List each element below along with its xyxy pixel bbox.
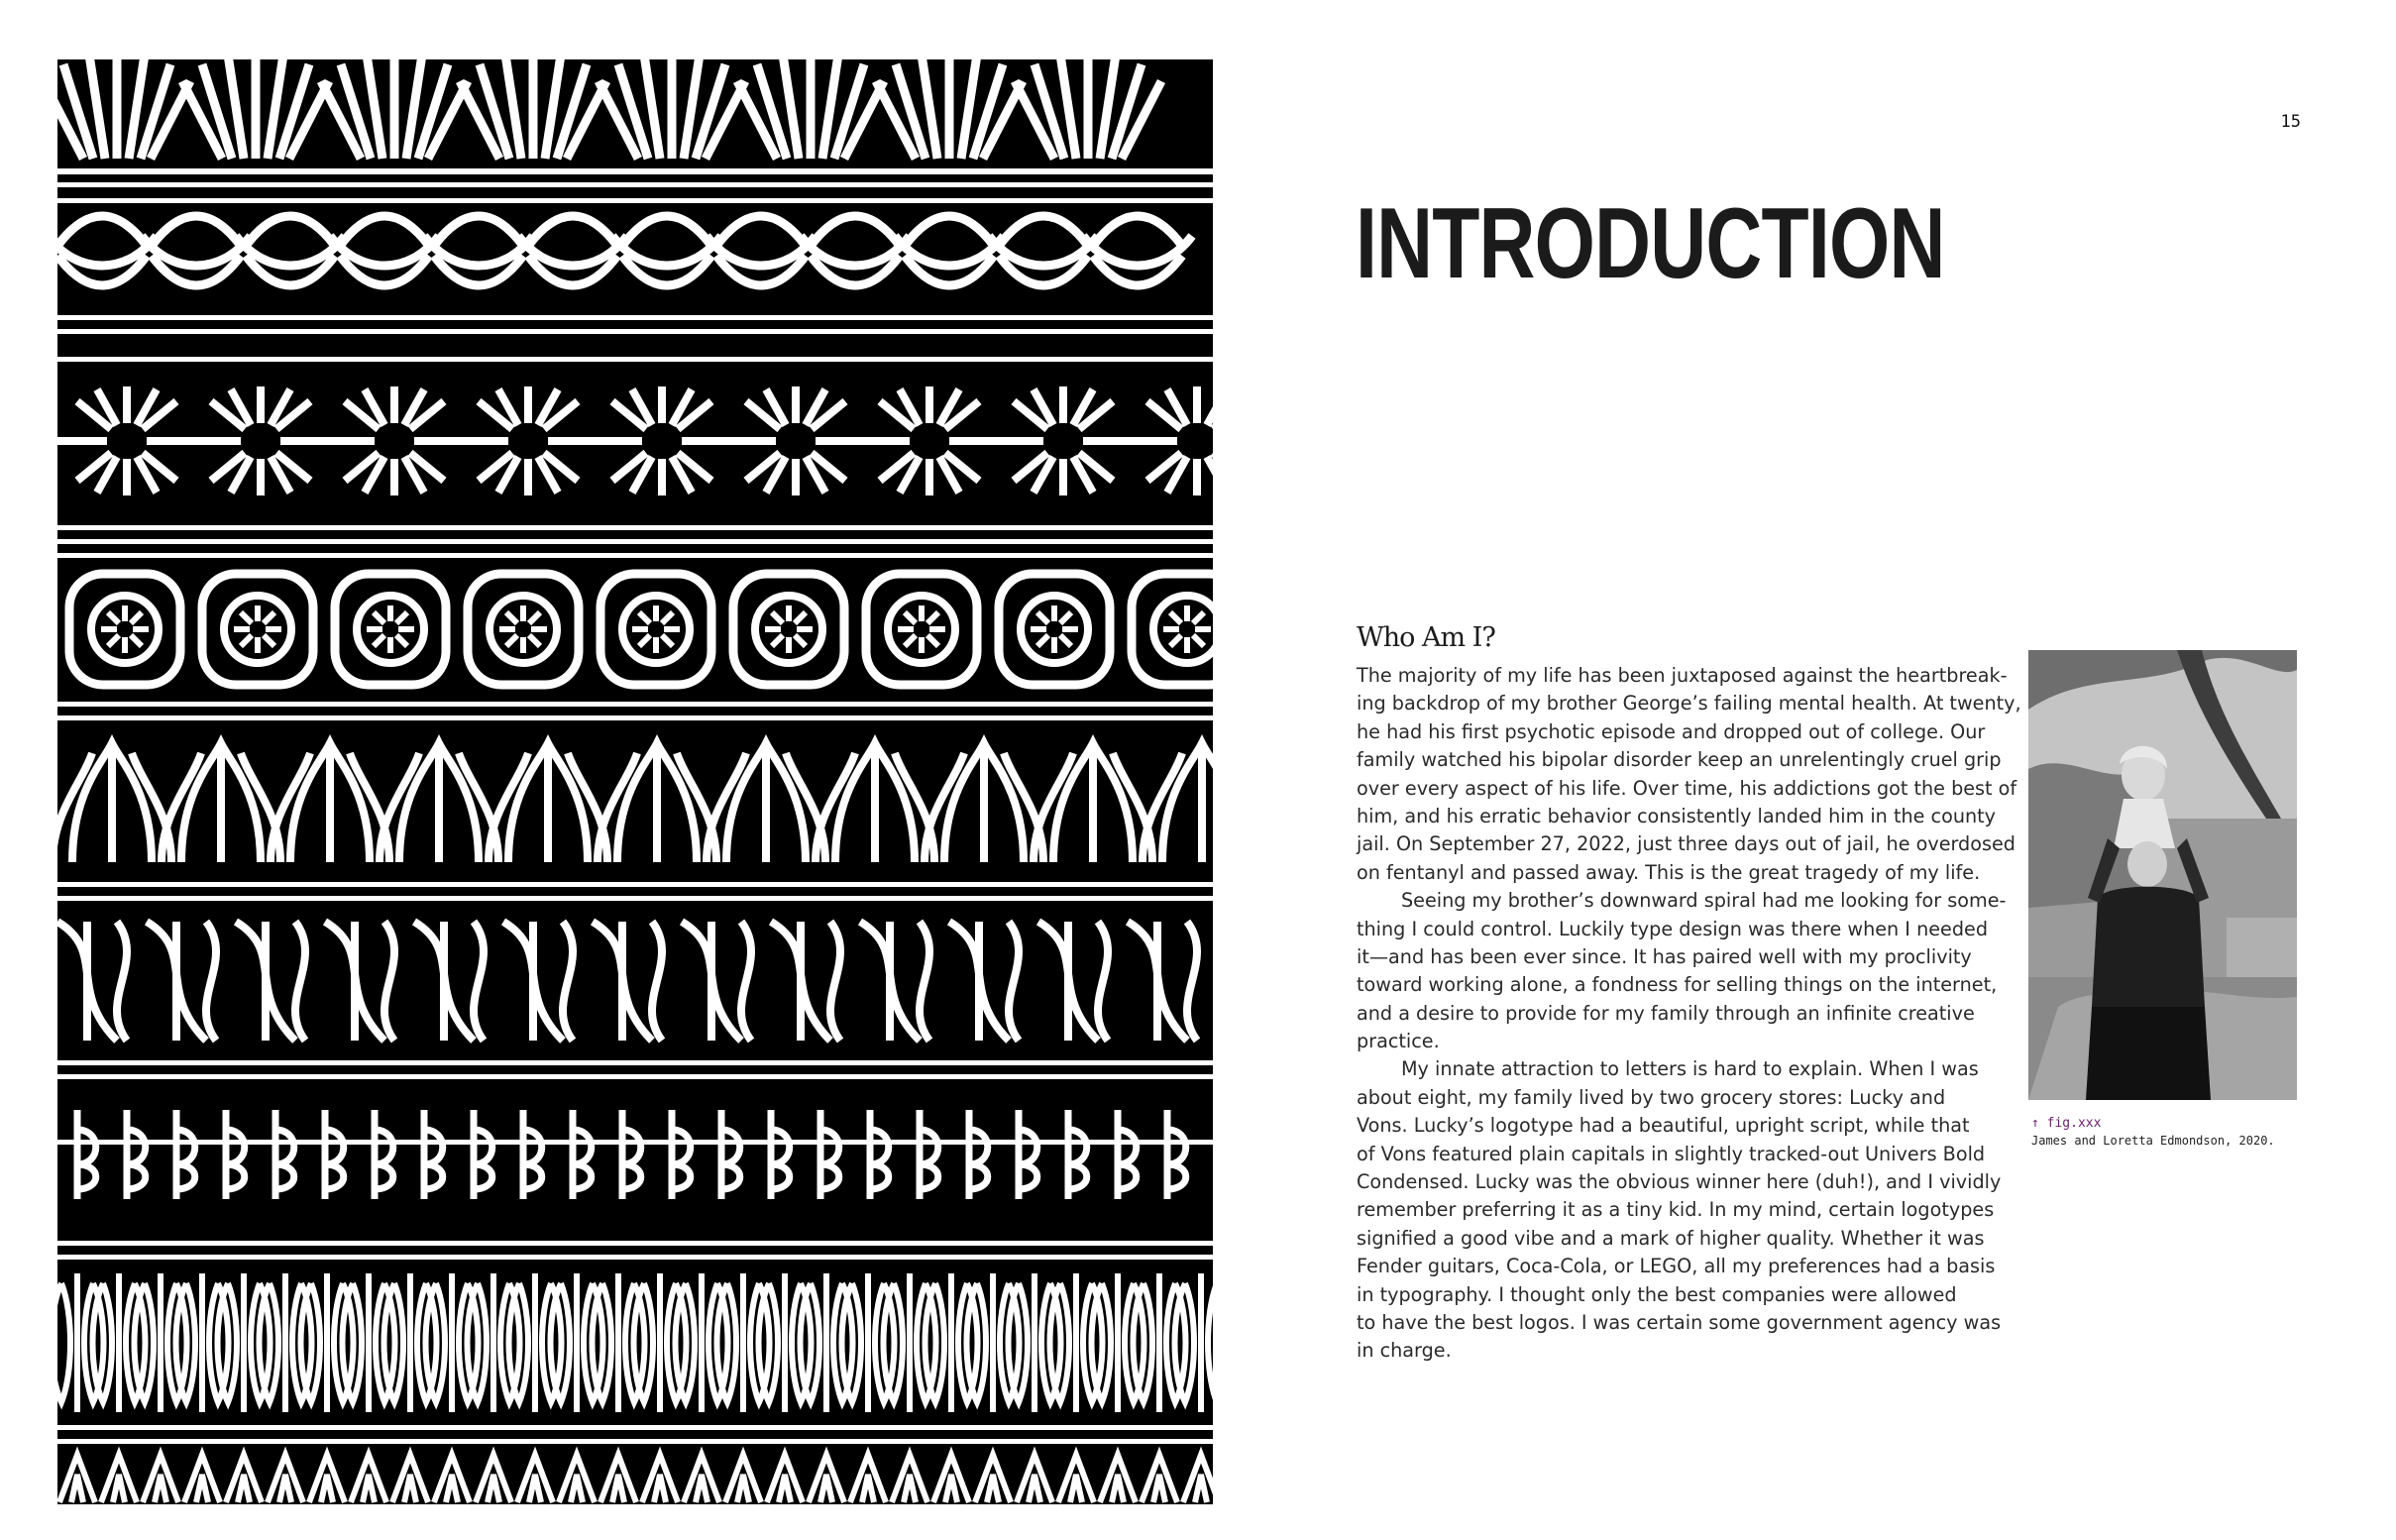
body-line: him, and his erratic behavior consistently landed him in the county: [1357, 804, 1997, 827]
body-line: practice.: [1357, 1030, 1440, 1053]
body-line: thing I could control. Luckily type design was there when I needed: [1357, 917, 1988, 940]
chapter-title: INTRODUCTION: [1356, 188, 1945, 299]
figure-caption: James and Loretta Edmondson, 2020.: [2031, 1134, 2275, 1148]
body-line: signified a good vibe and a mark of higher quality. Whether it was: [1357, 1226, 1985, 1250]
body-line: The majority of my life has been juxtaposed against the heartbreak-: [1357, 664, 2008, 687]
body-line: Vons. Lucky’s logotype had a beautiful, upright script, while that: [1357, 1114, 1970, 1138]
body-line: of Vons featured plain capitals in slightly tracked-out Univers Bold: [1357, 1142, 1986, 1165]
body-line: Seeing my brother’s downward spiral had me looking for some-: [1401, 889, 2007, 913]
body-line: to have the best logos. I was certain some government agency was: [1357, 1310, 2002, 1334]
page-number: 15: [2280, 112, 2301, 132]
ornamental-pattern-illustration: [57, 59, 1213, 1504]
body-line: family watched his bipolar disorder keep an unrelentingly cruel grip: [1357, 748, 2002, 772]
body-line: Condensed. Lucky was the obvious winner here (duh!), and I vividly: [1357, 1170, 2002, 1194]
body-line: on fentanyl and passed away. This is the great tragedy of my life.: [1357, 860, 1981, 884]
section-heading: Who Am I?: [1357, 622, 1495, 653]
body-line: in typography. I thought only the best companies were allowed: [1357, 1282, 1957, 1306]
body-line: remember preferring it as a tiny kid. In my mind, certain logotypes: [1357, 1198, 1995, 1222]
body-line: ing backdrop of my brother George’s failing mental health. At twenty,: [1357, 692, 2021, 715]
body-line: he had his first psychotic episode and dropped out of college. Our: [1357, 719, 1986, 743]
body-line: and a desire to provide for my family through an infinite creative: [1357, 1001, 1975, 1025]
body-line: in charge.: [1357, 1339, 1452, 1363]
body-line: My innate attraction to letters is hard to explain. When I was: [1401, 1057, 1979, 1081]
figure-photo: [2028, 650, 2297, 1100]
body-line: toward working alone, a fondness for selling things on the internet,: [1357, 973, 1998, 997]
body-line: Fender guitars, Coca-Cola, or LEGO, all my preferences had a basis: [1357, 1255, 1996, 1278]
body-text: [1357, 662, 2021, 1366]
body-line: about eight, my family lived by two grocery stores: Lucky and: [1357, 1085, 1946, 1109]
figure-label: ↑ fig.xxx: [2031, 1116, 2102, 1131]
body-line: it—and has been ever since. It has paired well with my proclivity: [1357, 944, 1972, 968]
body-line: over every aspect of his life. Over time, his addictions got the best of: [1357, 776, 2017, 800]
body-line: jail. On September 27, 2022, just three days out of jail, he overdosed: [1357, 832, 2015, 856]
